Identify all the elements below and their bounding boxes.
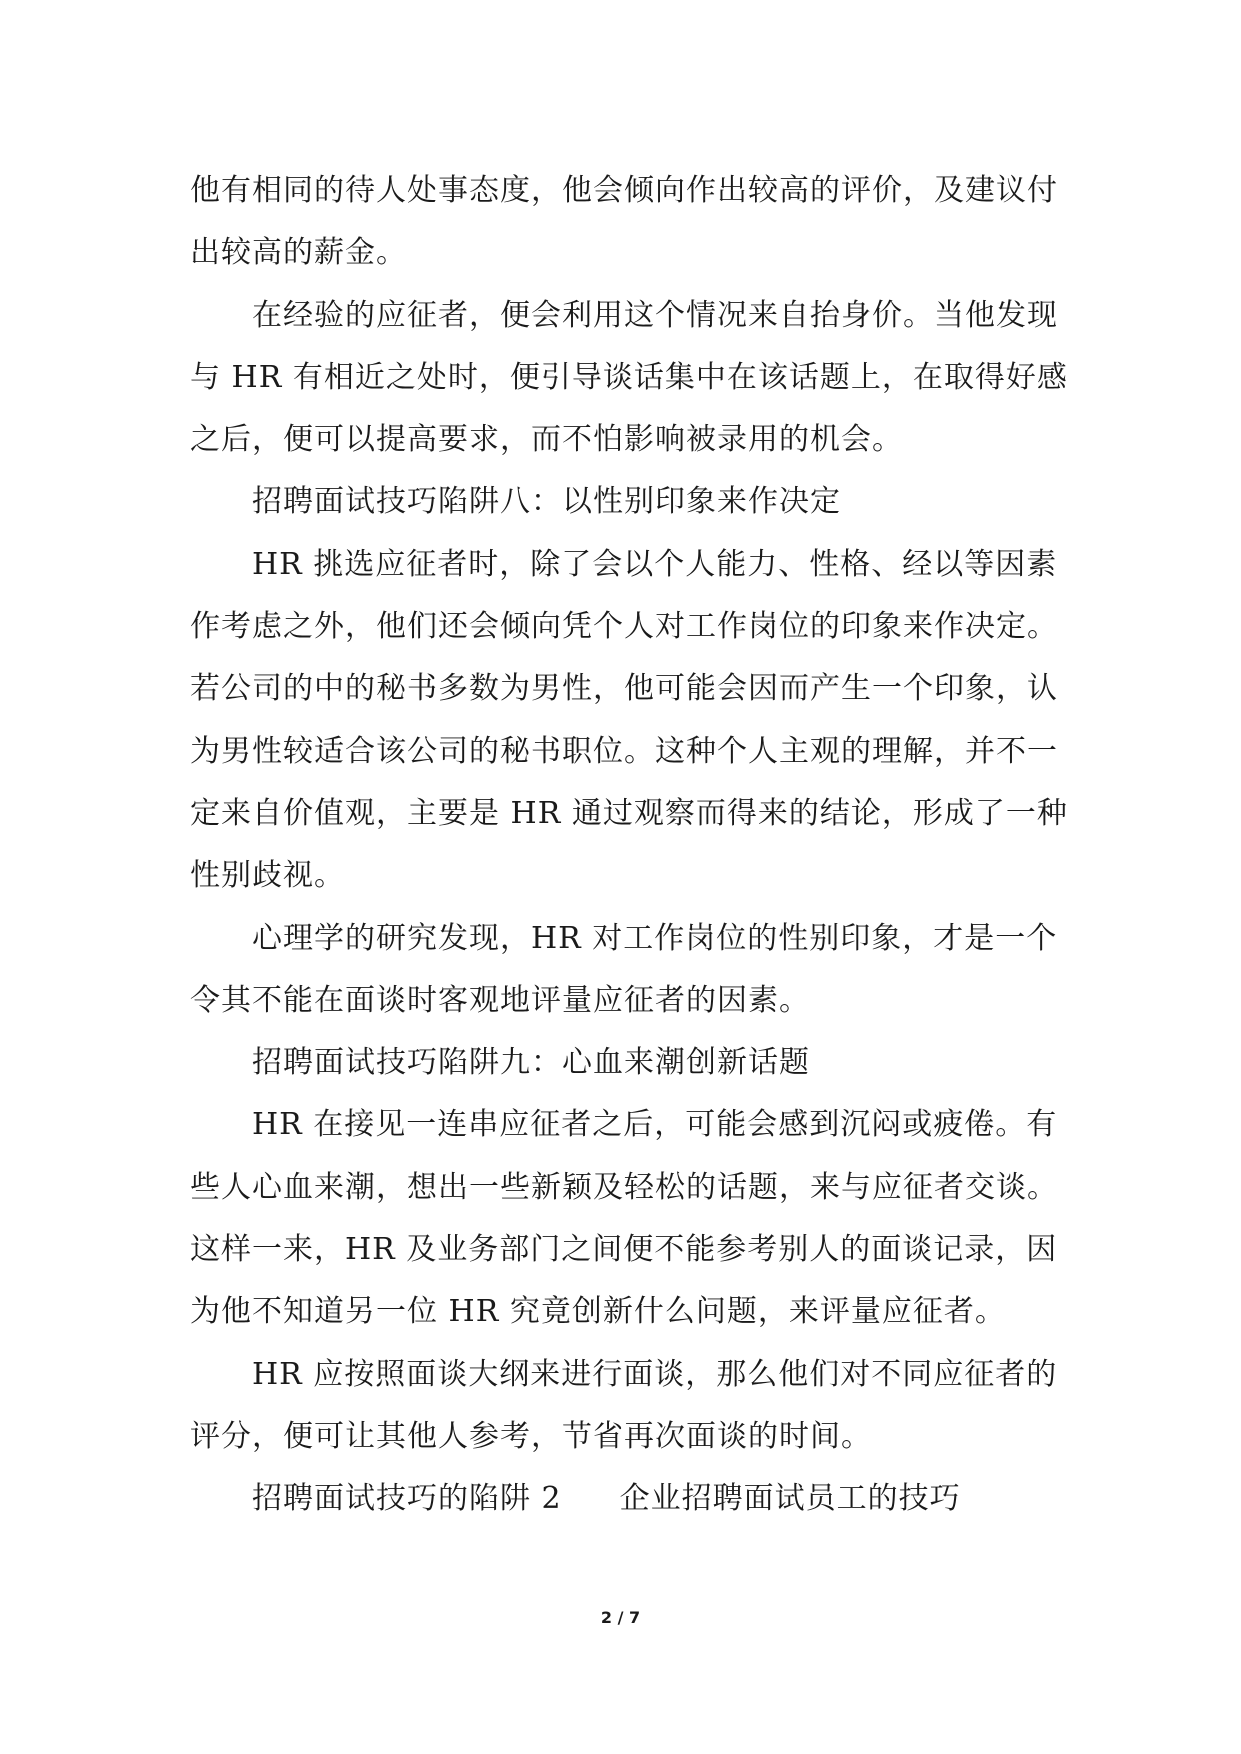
- paragraph-line: 心理学的研究发现，HR 对工作岗位的性别印象，才是一个: [252, 920, 1058, 956]
- section-heading: 招聘面试技巧陷阱八：以性别印象来作决定: [252, 484, 841, 520]
- final-heading-left: 招聘面试技巧的陷阱 2: [252, 1481, 562, 1517]
- paragraph-line: 些人心血来潮，想出一些新颖及轻松的话题，来与应征者交谈。: [190, 1169, 1058, 1205]
- paragraph-line: 作考虑之外，他们还会倾向凭个人对工作岗位的印象来作决定。: [190, 609, 1058, 645]
- final-heading-right: 企业招聘面试员工的技巧: [619, 1481, 961, 1517]
- paragraph-line: HR 挑选应征者时，除了会以个人能力、性格、经以等因素: [252, 546, 1058, 582]
- paragraph-line: 令其不能在面谈时客观地评量应征者的因素。: [190, 982, 810, 1018]
- paragraph-line: 他有相同的待人处事态度，他会倾向作出较高的评价，及建议付: [190, 173, 1058, 208]
- paragraph-line: 评分，便可让其他人参考，节省再次面谈的时间。: [190, 1418, 872, 1454]
- paragraph-line: 之后，便可以提高要求，而不怕影响被录用的机会。: [190, 422, 903, 458]
- paragraph-line: 在经验的应征者，便会利用这个情况来自抬身价。当他发现: [252, 297, 1058, 333]
- paragraph-line: 若公司的中的秘书多数为男性，他可能会因而产生一个印象，认: [190, 671, 1058, 707]
- paragraph-line: 定来自价值观，主要是 HR 通过观察而得来的结论，形成了一种: [190, 795, 1068, 831]
- page-number: 2 / 7: [600, 1608, 641, 1627]
- paragraph-line: 出较高的薪金。: [190, 235, 407, 271]
- paragraph-line: 与 HR 有相近之处时，便引导谈话集中在该话题上，在取得好感: [190, 359, 1068, 395]
- paragraph-line: 为男性较适合该公司的秘书职位。这种个人主观的理解，并不一: [190, 733, 1058, 769]
- paragraph-line: 这样一来，HR 及业务部门之间便不能参考别人的面谈记录，因: [190, 1232, 1058, 1268]
- section-heading: 招聘面试技巧陷阱九：心血来潮创新话题: [252, 1045, 810, 1081]
- paragraph-line: 为他不知道另一位 HR 究竟创新什么问题，来评量应征者。: [190, 1294, 1006, 1330]
- paragraph-line: 性别歧视。: [190, 858, 345, 894]
- final-heading: [190, 1468, 1060, 1530]
- paragraph-line: HR 应按照面谈大纲来进行面谈，那么他们对不同应征者的: [252, 1356, 1058, 1392]
- paragraph-line: HR 在接见一连串应征者之后，可能会感到沉闷或疲倦。有: [252, 1107, 1058, 1143]
- document-body: [190, 160, 1068, 1531]
